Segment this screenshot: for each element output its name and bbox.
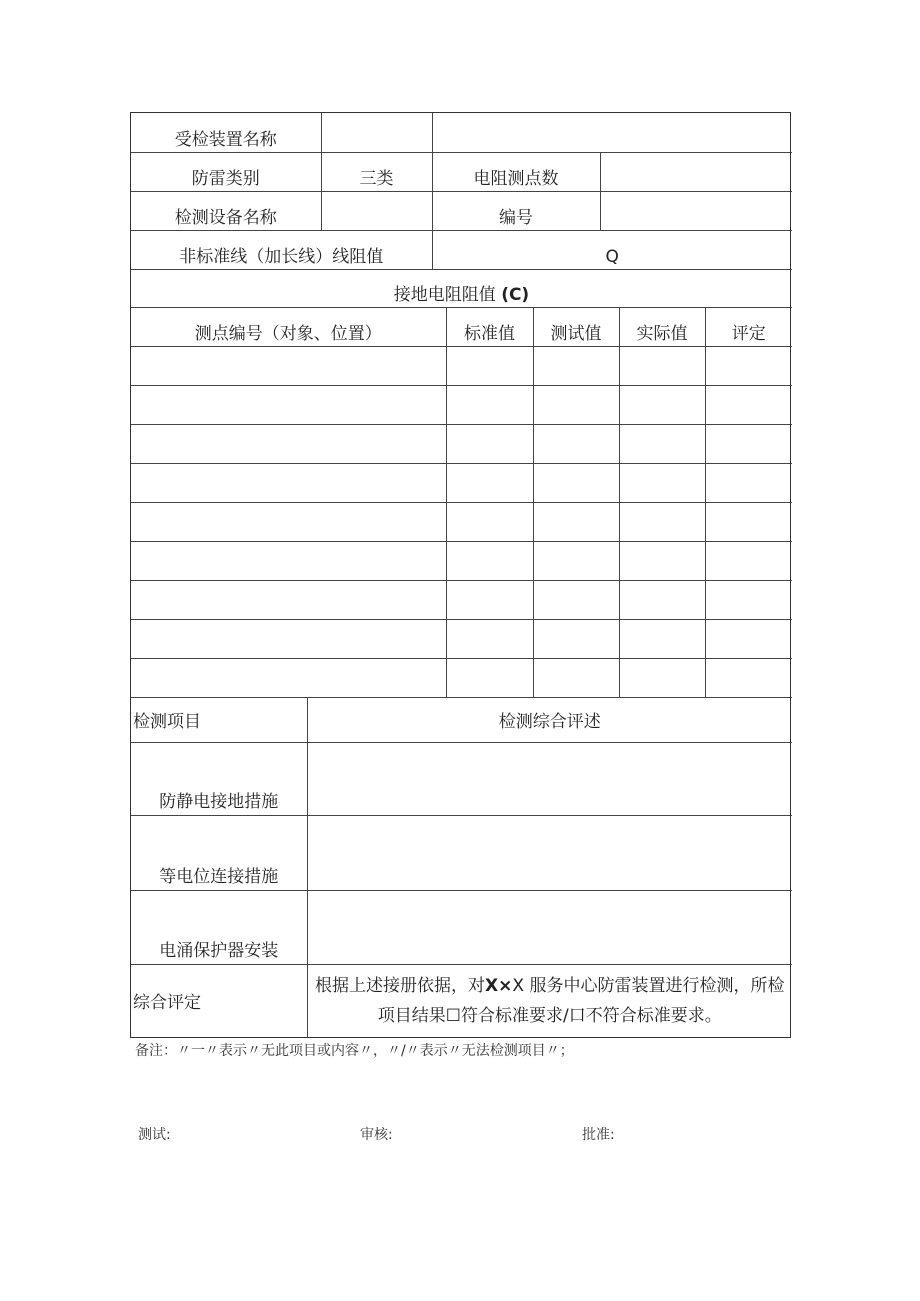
table-cell[interactable] xyxy=(446,346,533,385)
table-cell[interactable] xyxy=(533,385,619,424)
table-cell[interactable] xyxy=(131,658,446,697)
item-surge-protector: 电涌保护器安装 xyxy=(131,890,307,964)
table-cell[interactable] xyxy=(705,502,792,541)
item-header: 检测项目 xyxy=(131,697,307,742)
table-row xyxy=(131,580,792,619)
item-equipotential-comment[interactable] xyxy=(307,815,792,890)
test-signature: 测试: xyxy=(138,1127,171,1143)
resistance-table xyxy=(130,307,791,698)
table-cell[interactable] xyxy=(446,658,533,697)
col-header-measured: 测试值 xyxy=(533,307,619,346)
table-cell[interactable] xyxy=(131,385,446,424)
nonstandard-lead-row xyxy=(131,230,792,269)
table-row xyxy=(131,463,792,502)
inspection-row xyxy=(131,742,792,815)
table-cell[interactable] xyxy=(131,346,446,385)
table-cell[interactable] xyxy=(131,580,446,619)
table-cell[interactable] xyxy=(533,463,619,502)
resistance-header-row xyxy=(131,307,792,346)
protection-class-row xyxy=(131,152,792,191)
table-cell[interactable] xyxy=(131,424,446,463)
summary-header: 检测综合评述 xyxy=(307,697,792,742)
table-cell[interactable] xyxy=(446,580,533,619)
table-row xyxy=(131,502,792,541)
item-equipotential: 等电位连接措施 xyxy=(131,815,307,890)
approve-signature: 批准: xyxy=(582,1127,615,1143)
table-cell[interactable] xyxy=(533,580,619,619)
overall-text-bold: X× xyxy=(485,975,513,996)
table-cell[interactable] xyxy=(705,385,792,424)
table-cell[interactable] xyxy=(705,658,792,697)
device-info-table xyxy=(130,112,791,308)
table-cell[interactable] xyxy=(705,619,792,658)
table-cell[interactable] xyxy=(619,424,705,463)
table-cell[interactable] xyxy=(131,541,446,580)
table-cell[interactable] xyxy=(446,619,533,658)
review-signature: 审核: xyxy=(360,1127,393,1143)
table-cell[interactable] xyxy=(533,502,619,541)
equipment-name-label: 检测设备名称 xyxy=(131,191,321,230)
device-name-row xyxy=(131,113,792,152)
table-cell[interactable] xyxy=(446,541,533,580)
table-cell[interactable] xyxy=(619,541,705,580)
protection-class-value[interactable]: 三类 xyxy=(321,152,432,191)
table-cell[interactable] xyxy=(705,463,792,502)
table-cell[interactable] xyxy=(619,385,705,424)
item-antistatic-comment[interactable] xyxy=(307,742,792,815)
overall-text-a: 根据上述接册依据，对 xyxy=(315,975,486,996)
table-cell[interactable] xyxy=(705,346,792,385)
table-cell[interactable] xyxy=(533,346,619,385)
table-cell[interactable] xyxy=(705,424,792,463)
table-cell[interactable] xyxy=(619,502,705,541)
table-row xyxy=(131,385,792,424)
overall-row xyxy=(131,964,792,1037)
table-cell[interactable] xyxy=(619,463,705,502)
col-header-rating: 评定 xyxy=(705,307,792,346)
notes: 备注：〃一〃表示〃无此项目或内容〃，〃/〃表示〃无法检测项目〃； xyxy=(135,1043,574,1059)
table-row xyxy=(131,541,792,580)
resistance-title-text: 接地电阻阻值 xyxy=(393,284,496,305)
table-cell[interactable] xyxy=(131,502,446,541)
table-cell[interactable] xyxy=(619,619,705,658)
test-point-count-label: 电阻测点数 xyxy=(432,152,600,191)
table-row xyxy=(131,424,792,463)
table-cell[interactable] xyxy=(705,580,792,619)
table-cell[interactable] xyxy=(619,658,705,697)
inspection-table xyxy=(130,697,791,1038)
device-name-value[interactable] xyxy=(321,113,432,152)
table-cell[interactable] xyxy=(619,346,705,385)
table-cell[interactable] xyxy=(446,502,533,541)
table-cell[interactable] xyxy=(619,580,705,619)
table-cell[interactable] xyxy=(705,541,792,580)
overall-text-b: X 服务中心防雷装置进行检测，所检项目结果☐符合标准要求/口不符合标准要求。 xyxy=(377,975,785,1026)
item-surge-protector-comment[interactable] xyxy=(307,890,792,964)
protection-class-label: 防雷类别 xyxy=(131,152,321,191)
nonstandard-lead-label: 非标准线（加长线）线阻值 xyxy=(131,230,432,269)
overall-text xyxy=(307,964,792,1037)
device-name-extra[interactable] xyxy=(432,113,792,152)
table-cell[interactable] xyxy=(533,541,619,580)
table-row xyxy=(131,619,792,658)
table-cell[interactable] xyxy=(533,424,619,463)
table-cell[interactable] xyxy=(446,424,533,463)
resistance-title-row xyxy=(131,269,792,307)
inspection-row xyxy=(131,890,792,964)
table-cell[interactable] xyxy=(131,619,446,658)
inspection-header-row xyxy=(131,697,792,742)
table-cell[interactable] xyxy=(131,463,446,502)
resistance-title-unit: (C) xyxy=(501,284,530,305)
serial-value[interactable] xyxy=(600,191,792,230)
table-cell[interactable] xyxy=(446,385,533,424)
equipment-row xyxy=(131,191,792,230)
resistance-title xyxy=(131,269,792,307)
nonstandard-lead-value[interactable] xyxy=(432,230,792,269)
col-header-actual: 实际值 xyxy=(619,307,705,346)
table-row xyxy=(131,346,792,385)
overall-label: 综合评定 xyxy=(131,964,307,1037)
serial-label: 编号 xyxy=(432,191,600,230)
table-cell[interactable] xyxy=(533,658,619,697)
item-antistatic: 防静电接地措施 xyxy=(131,742,307,815)
device-name-label: 受检装置名称 xyxy=(131,113,321,152)
test-point-count-value[interactable] xyxy=(600,152,792,191)
inspection-row xyxy=(131,815,792,890)
col-header-standard: 标准值 xyxy=(446,307,533,346)
table-row xyxy=(131,658,792,697)
table-cell[interactable] xyxy=(533,619,619,658)
table-cell[interactable] xyxy=(446,463,533,502)
equipment-name-value[interactable] xyxy=(321,191,432,230)
col-header-point: 测点编号（对象、位置） xyxy=(131,307,446,346)
ohm-unit: Q xyxy=(605,246,619,267)
